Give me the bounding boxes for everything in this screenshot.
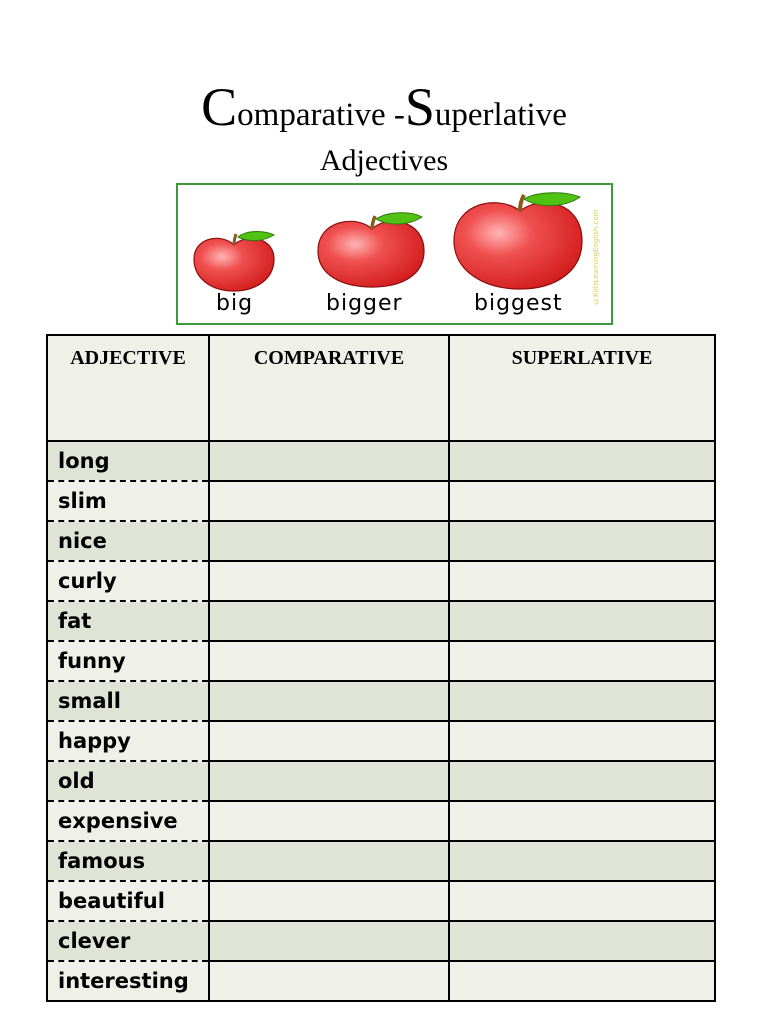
comparative-answer-cell[interactable] <box>209 841 449 881</box>
adjective-cell: curly <box>47 561 209 601</box>
apple-label-bigger: bigger <box>326 291 403 316</box>
apple-label-big: big <box>216 291 254 316</box>
table-row <box>47 641 715 681</box>
comparative-answer-cell[interactable] <box>209 561 449 601</box>
comparative-answer-cell[interactable] <box>209 601 449 641</box>
comparative-answer-cell[interactable] <box>209 521 449 561</box>
superlative-answer-cell[interactable] <box>449 841 715 881</box>
table-row <box>47 601 715 641</box>
table-row <box>47 921 715 961</box>
header-comparative: COMPARATIVE <box>209 335 449 441</box>
adjective-cell: beautiful <box>47 881 209 921</box>
medium-apple-icon <box>318 213 424 287</box>
table-row <box>47 521 715 561</box>
table-row <box>47 681 715 721</box>
comparative-answer-cell[interactable] <box>209 641 449 681</box>
superlative-answer-cell[interactable] <box>449 681 715 721</box>
small-apple-icon <box>194 232 274 292</box>
table-header-row <box>47 335 715 441</box>
superlative-answer-cell[interactable] <box>449 721 715 761</box>
table-row <box>47 721 715 761</box>
superlative-answer-cell[interactable] <box>449 561 715 601</box>
page-title <box>0 77 768 137</box>
title-initial-s: S <box>404 77 435 137</box>
adjective-cell: long <box>47 441 209 481</box>
table-row <box>47 761 715 801</box>
table-row <box>47 841 715 881</box>
adjectives-table <box>46 334 716 1002</box>
title-initial-c: C <box>201 77 238 137</box>
table-row <box>47 801 715 841</box>
adjective-cell: nice <box>47 521 209 561</box>
adjective-cell: happy <box>47 721 209 761</box>
adjective-cell: expensive <box>47 801 209 841</box>
superlative-answer-cell[interactable] <box>449 441 715 481</box>
comparative-answer-cell[interactable] <box>209 441 449 481</box>
comparative-answer-cell[interactable] <box>209 761 449 801</box>
table-row <box>47 441 715 481</box>
superlative-answer-cell[interactable] <box>449 801 715 841</box>
comparative-answer-cell[interactable] <box>209 721 449 761</box>
table-row <box>47 561 715 601</box>
comparative-answer-cell[interactable] <box>209 881 449 921</box>
superlative-answer-cell[interactable] <box>449 641 715 681</box>
adjective-cell: old <box>47 761 209 801</box>
superlative-answer-cell[interactable] <box>449 481 715 521</box>
large-apple-icon <box>454 193 582 289</box>
adjective-cell: slim <box>47 481 209 521</box>
adjective-cell: famous <box>47 841 209 881</box>
adjective-cell: small <box>47 681 209 721</box>
title-part-comparative: omparative - <box>237 97 405 133</box>
superlative-answer-cell[interactable] <box>449 601 715 641</box>
comparative-answer-cell[interactable] <box>209 481 449 521</box>
superlative-answer-cell[interactable] <box>449 881 715 921</box>
adjective-cell: funny <box>47 641 209 681</box>
table-row <box>47 961 715 1001</box>
table-row <box>47 481 715 521</box>
header-superlative: SUPERLATIVE <box>449 335 715 441</box>
adjective-cell: interesting <box>47 961 209 1001</box>
comparative-answer-cell[interactable] <box>209 921 449 961</box>
adjective-cell: fat <box>47 601 209 641</box>
adjective-cell: clever <box>47 921 209 961</box>
superlative-answer-cell[interactable] <box>449 521 715 561</box>
page-subtitle: Adjectives <box>319 144 449 177</box>
apple-banner <box>176 183 613 325</box>
table-row <box>47 881 715 921</box>
copyright-watermark: ©KidsLearningEnglish.com <box>592 209 600 305</box>
apple-label-biggest: biggest <box>474 291 563 316</box>
superlative-answer-cell[interactable] <box>449 961 715 1001</box>
comparative-answer-cell[interactable] <box>209 801 449 841</box>
comparative-answer-cell[interactable] <box>209 961 449 1001</box>
comparative-answer-cell[interactable] <box>209 681 449 721</box>
superlative-answer-cell[interactable] <box>449 921 715 961</box>
title-part-superlative: uperlative <box>434 97 567 133</box>
superlative-answer-cell[interactable] <box>449 761 715 801</box>
header-adjective: ADJECTIVE <box>47 335 209 441</box>
